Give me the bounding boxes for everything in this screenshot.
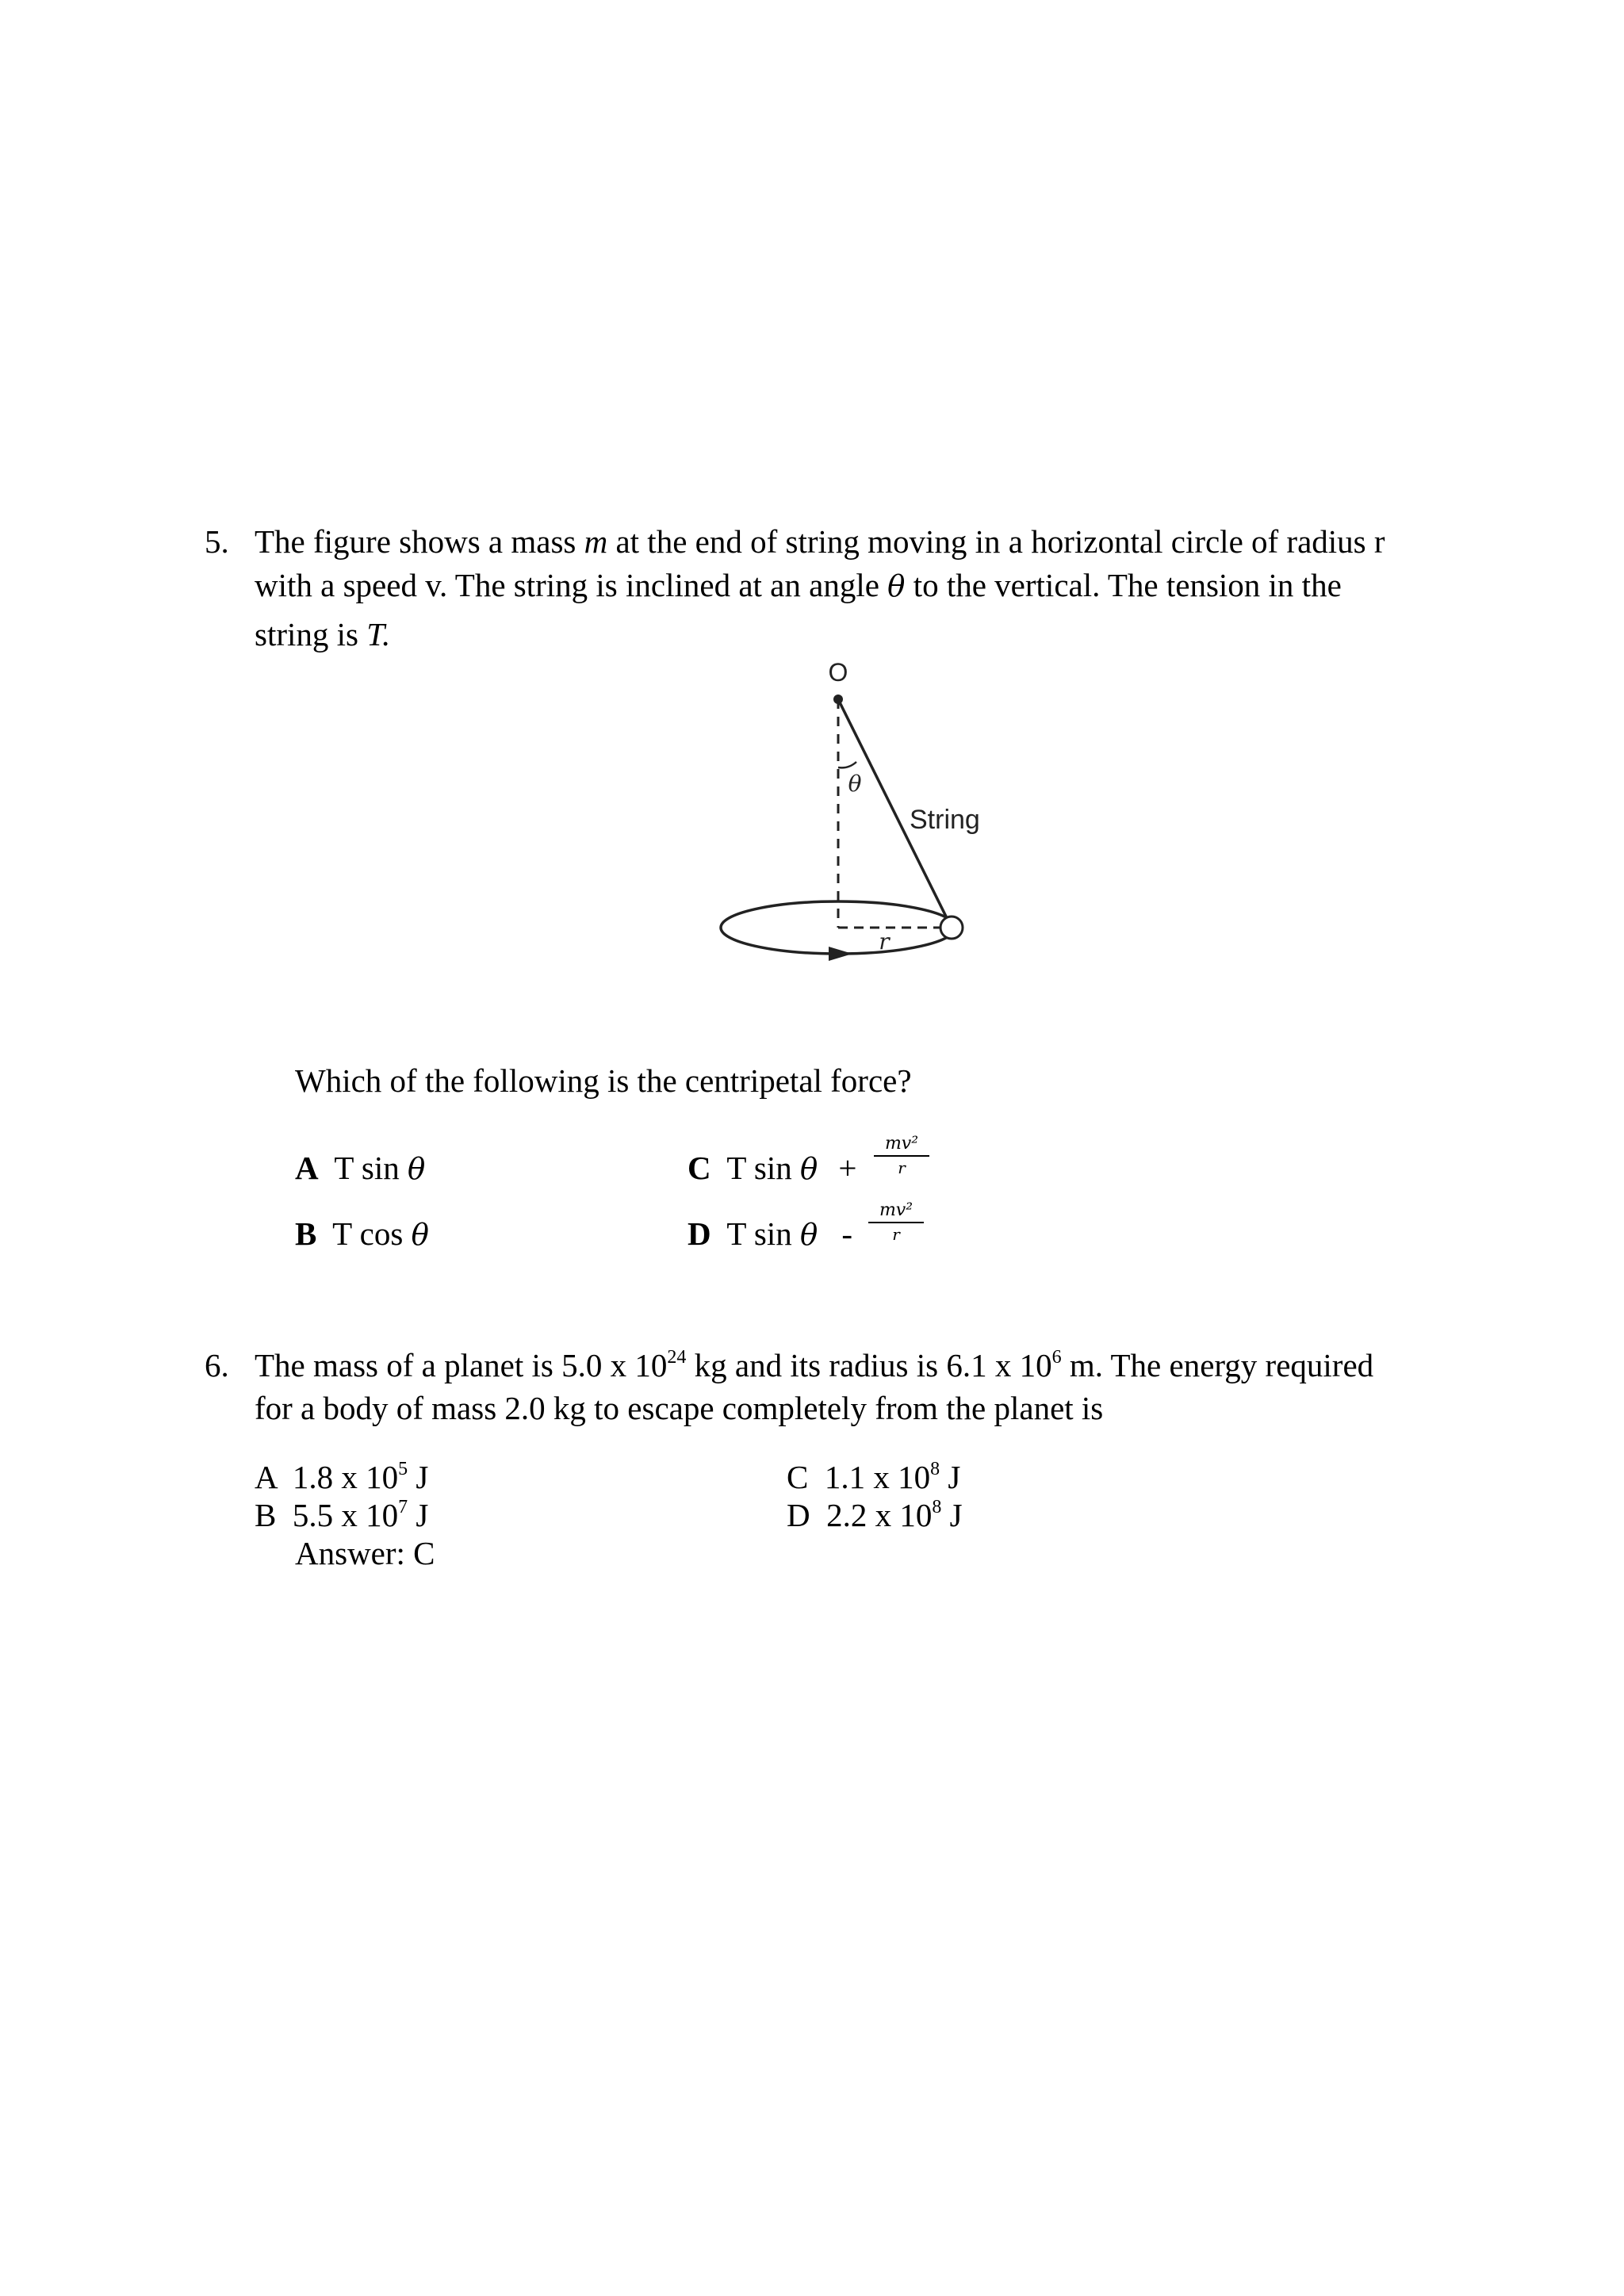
pivot-label: O (828, 658, 848, 687)
option-a: A T sin θ (295, 1150, 426, 1186)
question-text-line: string is T. (255, 616, 391, 652)
direction-arrow (829, 947, 852, 961)
fraction-mv2-over-r: mv² r (868, 1202, 924, 1242)
question-number: 5. (205, 523, 229, 560)
mass-bob (940, 916, 963, 939)
option-c: C T sin θ + (688, 1150, 857, 1186)
radius-label: r (879, 928, 890, 955)
option-c: C 1.1 x $10^8$ J (787, 1459, 961, 1495)
question-text-line: The figure shows a mass m at the end of string moving in a horizontal circle of radius r (255, 523, 1385, 560)
answer-text: Answer: C (295, 1535, 435, 1571)
angle-arc (838, 762, 856, 767)
question-text-line: for a body of mass 2.0 kg to escape completely from the planet is (255, 1390, 1104, 1426)
option-b: B T cos θ (295, 1215, 429, 1252)
question-number: 6. (205, 1347, 229, 1383)
option-b: B 5.5 x $10^7$ J (255, 1497, 429, 1533)
option-a: A 1.8 x $10^5$ J (255, 1459, 429, 1495)
angle-label: θ (848, 771, 862, 797)
question-text-line: The mass of a planet is 5.0 x $10^{24}$ kg and its radius is 6.1 x $10^6$ m. The energy required (255, 1347, 1374, 1383)
option-d: D T sin θ - (688, 1215, 852, 1252)
string-label: String (910, 805, 980, 835)
option-d: D 2.2 x $10^8$ J (787, 1497, 963, 1533)
sub-question-text: Which of the following is the centripetal force? (295, 1062, 912, 1099)
conical-pendulum-figure (698, 650, 1015, 983)
question-text-line: with a speed v. The string is inclined at an angle θ to the vertical. The tension in the (255, 567, 1342, 603)
fraction-mv2-over-r: mv² r (874, 1135, 929, 1176)
